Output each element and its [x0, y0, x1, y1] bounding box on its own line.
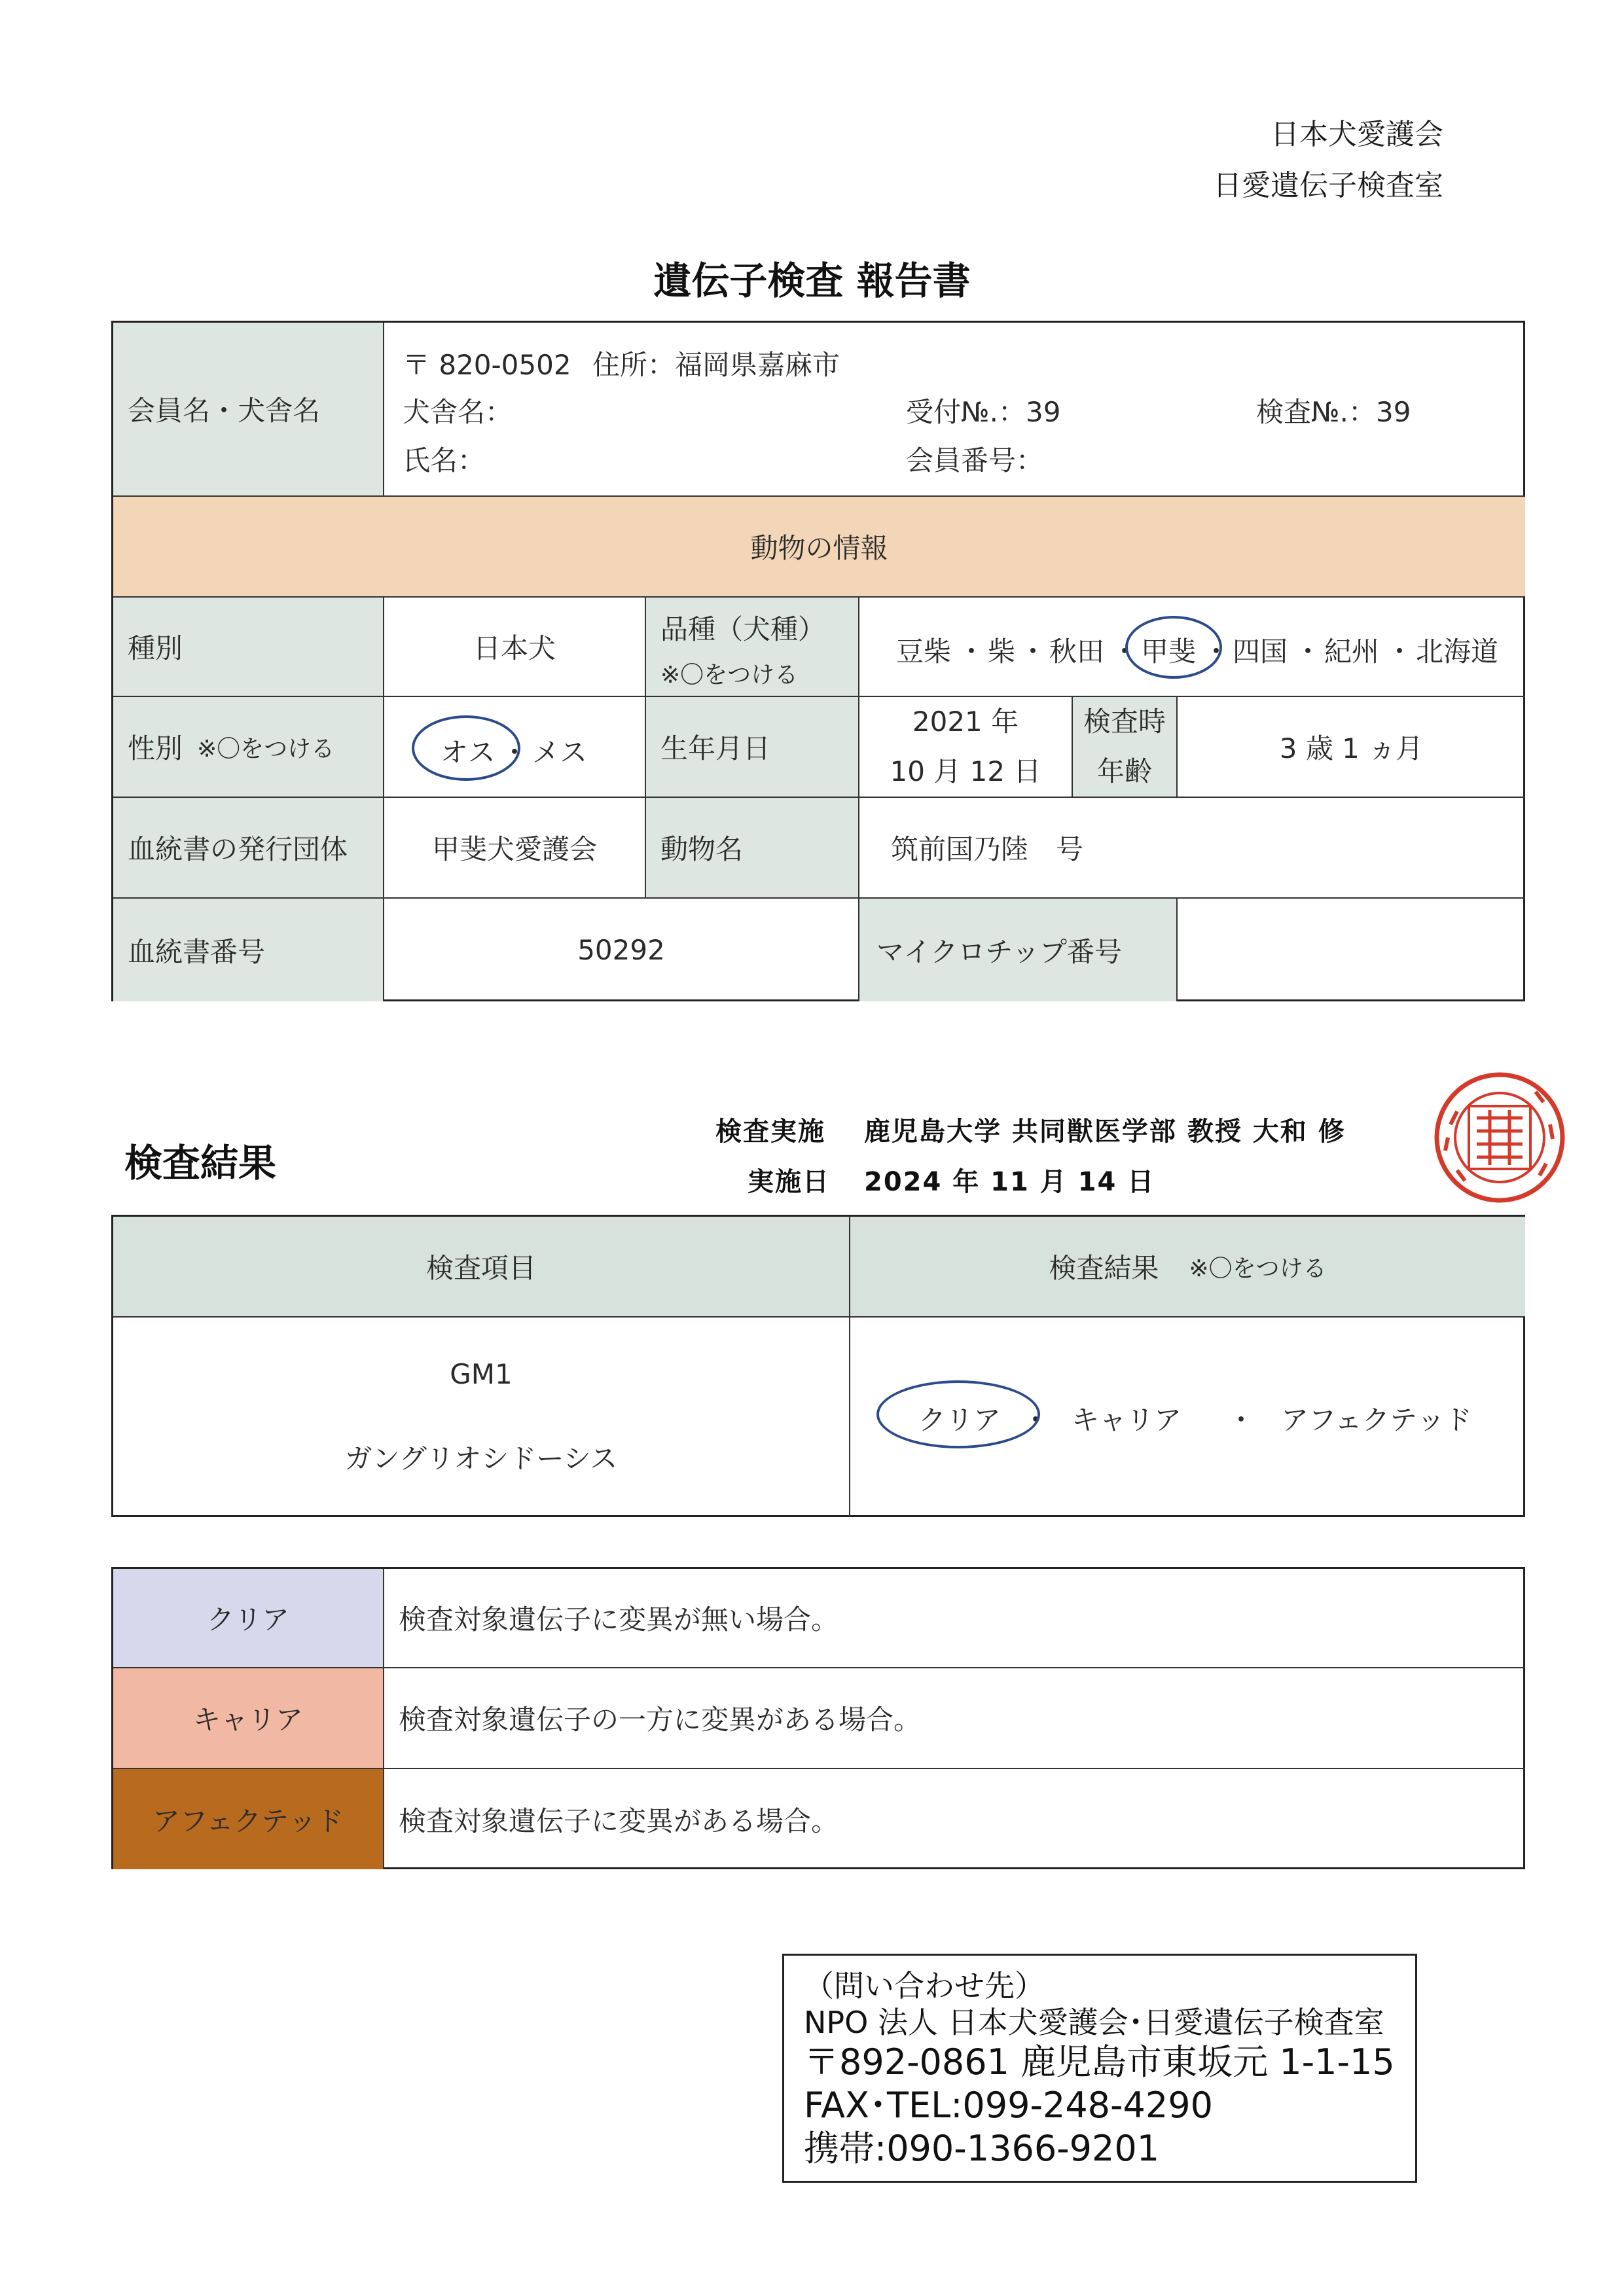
- breed-option-akita: 秋田: [1049, 636, 1105, 668]
- result-option-affected: アフェクテッド: [1281, 1404, 1472, 1436]
- age-label-line1: 検査時: [1083, 706, 1166, 738]
- col-test-result-note: ※〇をつける: [1189, 1255, 1327, 1282]
- page-title: 遺伝子検査 報告書: [653, 259, 971, 303]
- contact-mobile: 携帯:090-1366-9201: [804, 2127, 1160, 2169]
- test-result-options: [850, 1318, 1525, 1517]
- col-test-result-header: [850, 1217, 1525, 1318]
- microchip-label: マイクロチップ番号: [859, 899, 1178, 1001]
- selected-result-circle: [876, 1380, 1040, 1448]
- breed-option-shiba: 柴: [988, 636, 1016, 668]
- contact-title: （問い合わせ先）: [804, 1968, 1045, 2003]
- breed-option-kai: 甲斐: [1141, 636, 1197, 668]
- birth-month-day: 10 月 12 日: [890, 755, 1041, 787]
- age-label-cell: [1073, 697, 1178, 798]
- sex-option-female: メス: [532, 736, 588, 768]
- pedigree-number-label: 血統書番号: [113, 899, 384, 1001]
- birth-year: 2021 年: [912, 706, 1019, 738]
- member-info: [384, 323, 1525, 497]
- sex-label: 性別: [128, 732, 183, 764]
- col-test-result: 検査結果: [1049, 1252, 1159, 1284]
- animal-name-label: 動物名: [646, 798, 859, 899]
- receipt-number: 受付№.：39: [906, 396, 1061, 428]
- animal-section-title: 動物の情報: [113, 497, 1525, 598]
- legend-desc-affected: 検査対象遺伝子に変異がある場合。: [399, 1804, 839, 1837]
- contact-box: [782, 1954, 1417, 2183]
- result-separator: ・: [1227, 1404, 1255, 1436]
- sex-label-cell: [113, 697, 384, 798]
- pedigree-org-value: 甲斐犬愛護会: [384, 798, 646, 899]
- age-label-line2: 年齢: [1096, 755, 1152, 787]
- kennel-label: 犬舎名：: [403, 396, 513, 428]
- postal-code: 〒 820-0502: [403, 349, 571, 381]
- birth-label: 生年月日: [646, 697, 859, 798]
- breed-separator: ・: [958, 636, 986, 668]
- test-item: [113, 1318, 850, 1517]
- breed-options: [859, 598, 1525, 697]
- selected-sex-circle: [412, 715, 520, 781]
- result-option-carrier: キャリア: [1072, 1404, 1182, 1436]
- breed-option-mameshiba: 豆柴: [896, 636, 952, 668]
- member-number-label: 会員番号：: [906, 444, 1044, 476]
- test-date-value: 2024 年 11 月 14 日: [864, 1167, 1155, 1197]
- test-item-name: ガングリオシドーシス: [344, 1443, 618, 1475]
- results-table: [111, 1215, 1525, 1517]
- lab-name: 日愛遺伝子検査室: [1213, 169, 1443, 202]
- member-label: 会員名・犬舎名: [113, 323, 384, 497]
- performed-by-label: 検査実施: [715, 1117, 825, 1147]
- selected-breed-circle: [1125, 616, 1222, 679]
- seal-stamp: [1431, 1066, 1568, 1210]
- legend-desc-clear: 検査対象遺伝子に変異が無い場合。: [384, 1569, 1525, 1668]
- breed-separator: ・: [1386, 636, 1414, 668]
- test-item-code: GM1: [450, 1358, 513, 1390]
- contact-org: NPO 法人 日本犬愛護会･日愛遺伝子検査室: [804, 2005, 1384, 2041]
- species-label: 種別: [113, 598, 384, 697]
- breed-separator: ・: [1202, 636, 1231, 668]
- microchip-value: [1178, 899, 1525, 1001]
- pedigree-org-label: 血統書の発行団体: [113, 798, 384, 899]
- sex-separator: ・: [501, 736, 529, 768]
- species-value: 日本犬: [384, 598, 646, 697]
- animal-name-value: 筑前国乃陸 号: [859, 798, 1525, 899]
- breed-separator: ・: [1294, 636, 1322, 668]
- address: 住所：福岡県嘉麻市: [592, 349, 840, 381]
- result-option-clear: クリア: [918, 1404, 1001, 1436]
- legend-term-carrier: キャリア: [113, 1668, 384, 1769]
- sex-options: [384, 697, 646, 798]
- breed-note: ※〇をつける: [660, 662, 799, 689]
- breed-label-cell: [646, 598, 859, 697]
- performed-by-value: 鹿児島大学 共同獣医学部 教授 大和 修: [864, 1117, 1346, 1147]
- result-separator: ・: [1022, 1404, 1050, 1436]
- breed-label: 品種（犬種）: [660, 613, 826, 645]
- contact-address: 〒892-0861 鹿児島市東坂元 1-1-15: [804, 2041, 1395, 2083]
- contact-fax-tel: FAX･TEL:099-248-4290: [804, 2085, 1213, 2126]
- breed-option-shikoku: 四国: [1233, 636, 1288, 668]
- results-section-title: 検査結果: [124, 1141, 277, 1185]
- sex-option-male: オス: [441, 736, 496, 768]
- legend-term-clear: クリア: [113, 1569, 384, 1668]
- breed-option-hokkaido: 北海道: [1416, 636, 1499, 668]
- breed-separator: ・: [1111, 636, 1139, 668]
- owner-name-label: 氏名：: [403, 444, 486, 476]
- col-test-item: 検査項目: [113, 1217, 850, 1318]
- breed-option-kishu: 紀州: [1324, 636, 1380, 668]
- breed-separator: ・: [1019, 636, 1047, 668]
- org-name: 日本犬愛護会: [1271, 118, 1443, 151]
- info-table: [111, 321, 1525, 1001]
- test-number: 検査№.：39: [1256, 396, 1411, 428]
- legend-table: [111, 1567, 1525, 1869]
- sex-note: ※〇をつける: [197, 735, 335, 762]
- age-value: 3 歳 1 ヵ月: [1178, 697, 1525, 798]
- pedigree-number-value: 50292: [384, 899, 859, 1001]
- test-date-label: 実施日: [748, 1167, 830, 1197]
- legend-term-affected: アフェクテッド: [113, 1769, 384, 1869]
- legend-desc-carrier: 検査対象遺伝子の一方に変異がある場合。: [384, 1668, 1525, 1769]
- birth-date: [859, 697, 1073, 798]
